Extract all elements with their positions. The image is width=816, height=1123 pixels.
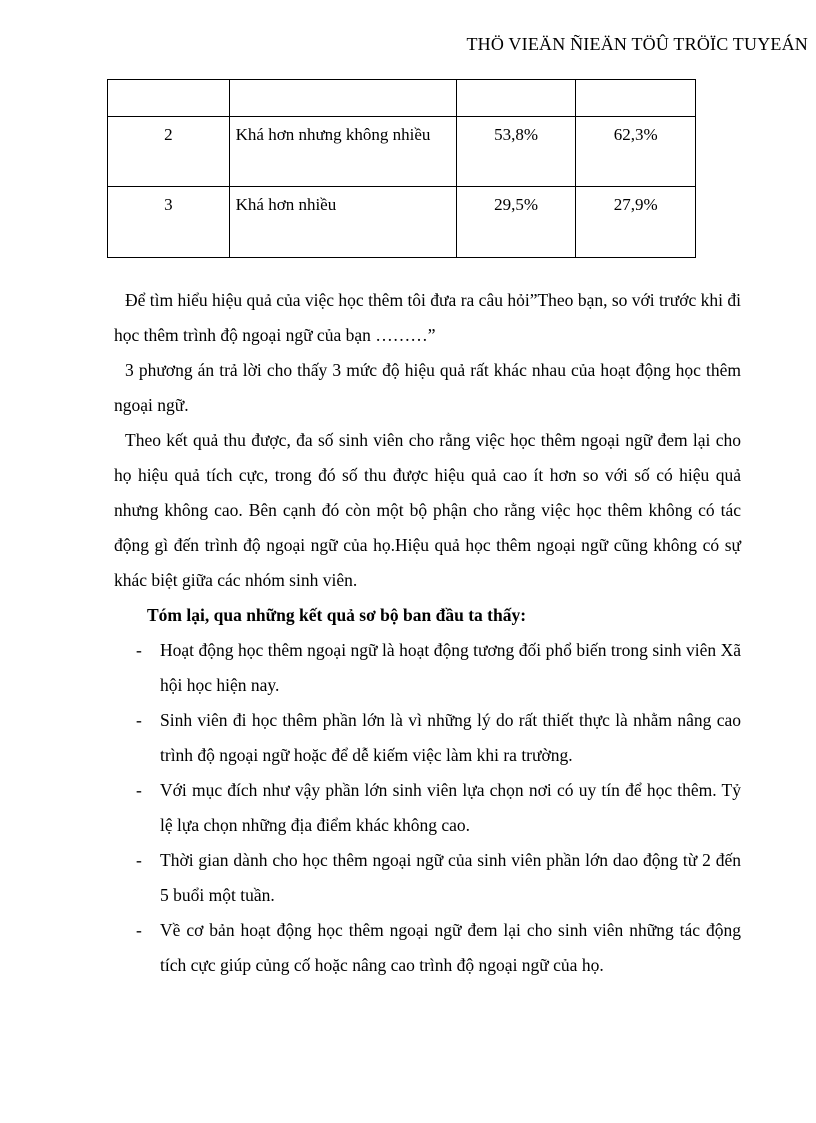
- page-header-title: THÖ VIEÄN ÑIEÄN TÖÛ TRÖÏC TUYEÁN: [466, 34, 808, 54]
- paragraph-results: Theo kết quả thu được, đa số sinh viên cho rằng việc học thêm ngoại ngữ đem lại cho họ hiệu quả tích cực, trong đó số thu được hiệu quả cao ít hơn so với số có hiệu quả nhưng không cao. Bên cạnh đó còn một bộ phận cho rằng việc học thêm không có tác động gì đến trình độ ngoại ngữ của họ.Hiệu quả học thêm ngoại ngữ cũng không có sự khác biệt giữa các nhóm sinh viên.: [114, 430, 741, 590]
- results-table: [107, 79, 696, 258]
- document-body: [114, 283, 741, 983]
- list-item-text: Với mục đích như vậy phần lớn sinh viên lựa chọn nơi có uy tín để học thêm. Tỷ lệ lựa chọn những địa điểm khác không cao.: [160, 780, 741, 835]
- list-item-text: Sinh viên đi học thêm phần lớn là vì những lý do rất thiết thực là nhằm nâng cao trình độ ngoại ngữ hoặc để dễ kiếm việc làm khi ra trường.: [160, 710, 741, 765]
- dash-bullet-icon: -: [136, 780, 142, 800]
- list-item-text: Hoạt động học thêm ngoại ngữ là hoạt động tương đối phổ biến trong sinh viên Xã hội học hiện nay.: [160, 640, 741, 695]
- table-row: [108, 187, 696, 258]
- table-cell-stt: 3: [108, 187, 230, 258]
- list-item: [114, 773, 741, 843]
- table-cell-value: [456, 80, 576, 117]
- table-cell-value: 27,9%: [576, 187, 696, 258]
- list-item: [114, 633, 741, 703]
- paragraph-answer-options: 3 phương án trả lời cho thấy 3 mức độ hiệu quả rất khác nhau của hoạt động học thêm ngoại ngữ.: [114, 360, 741, 415]
- list-item: [114, 913, 741, 983]
- table-cell-value: 29,5%: [456, 187, 576, 258]
- table-row: [108, 117, 696, 187]
- table-cell-value: 62,3%: [576, 117, 696, 187]
- paragraph-question: Để tìm hiểu hiệu quả của việc học thêm tôi đưa ra câu hỏi”Theo bạn, so với trước khi đi học thêm trình độ ngoại ngữ của bạn ………”: [114, 290, 741, 345]
- table-row: [108, 80, 696, 117]
- dash-bullet-icon: -: [136, 710, 142, 730]
- table-cell-value: [576, 80, 696, 117]
- list-item: [114, 703, 741, 773]
- list-item-text: Về cơ bản hoạt động học thêm ngoại ngữ đem lại cho sinh viên những tác động tích cực giúp củng cố hoặc nâng cao trình độ ngoại ngữ của họ.: [160, 920, 741, 975]
- dash-bullet-icon: -: [136, 920, 142, 940]
- table-cell-value: 53,8%: [456, 117, 576, 187]
- table-cell-label: Khá hơn nhiều: [229, 187, 456, 258]
- summary-list: [114, 633, 741, 983]
- list-item: [114, 843, 741, 913]
- table-cell-label: [229, 80, 456, 117]
- table-cell-label: Khá hơn nhưng không nhiều: [229, 117, 456, 187]
- table-cell-stt: [108, 80, 230, 117]
- summary-heading: Tóm lại, qua những kết quả sơ bộ ban đầu ta thấy:: [147, 605, 527, 625]
- dash-bullet-icon: -: [136, 850, 142, 870]
- table-cell-stt: 2: [108, 117, 230, 187]
- dash-bullet-icon: -: [136, 640, 142, 660]
- list-item-text: Thời gian dành cho học thêm ngoại ngữ của sinh viên phần lớn dao động từ 2 đến 5 buổi một tuần.: [160, 850, 741, 905]
